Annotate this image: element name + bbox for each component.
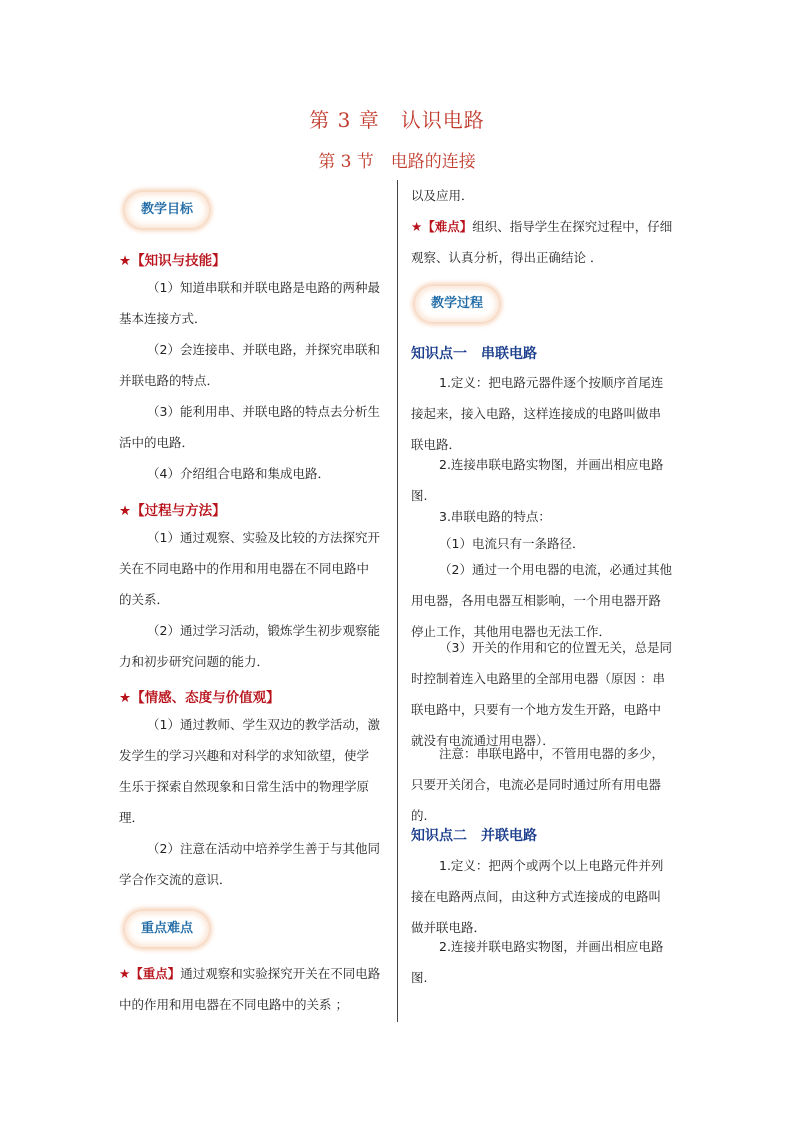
series-features-title: 3.串联电路的特点： (439, 509, 551, 524)
key-point-paragraph (119, 958, 381, 1020)
key-point-continuation: 以及应用． (411, 188, 474, 203)
series-feature-3: （3）开关的作用和它的位置无关，总是同时控制着连入电路里的全部用电器（原因 ：串联电路中，只要有一个地方发生开路，电路中就没有电流通过用电器）． (411, 640, 672, 748)
parallel-connect-diagram: 2.连接并联电路实物图，并画出相应电路图. (411, 939, 664, 985)
knowledge-item-2: （2）会连接串、并联电路，并探究串联和并联电路的特点． (119, 342, 380, 388)
emotion-attitude-heading: ★【情感、态度与价值观】 (119, 690, 280, 706)
knowledge-skills-heading: ★【知识与技能】 (119, 253, 226, 269)
chapter-title: 第 3 章 认识电路 (309, 108, 485, 132)
difficult-point-text: 组织、指导学生在探究过程中，仔细观察、认真分析，得出正确结论 ． (411, 219, 673, 265)
knowledge-item-3: （3）能利用串、并联电路的特点去分析生活中的电路． (119, 404, 380, 450)
series-feature-1: （1）电流只有一条路径． (439, 536, 585, 551)
key-difficult-badge: 重点难点 (125, 911, 209, 947)
difficult-point-label: ★【难点】 (411, 219, 473, 234)
teaching-goals-badge: 教学目标 (125, 192, 209, 228)
series-note: 注意：串联电路中，不管用电器的多少，只要开关闭合，电流必是同时通过所有用电器的. (411, 746, 665, 823)
key-point-text: 通过观察和实验探究开关在不同电路中的作用和用电器在不同电路中的关系 ； (119, 966, 381, 1012)
parallel-definition: 1.定义：把两个或两个以上电路元件并列接在电路两点间，由这种方式连接成的电路叫做并联电路． (411, 858, 664, 935)
series-definition: 1.定义：把电路元器件逐个按顺序首尾连接起来，接入电路，这样连接成的电路叫做串联电路． (411, 375, 664, 452)
knowledge-item-4: （4）介绍组合电路和集成电路． (147, 466, 330, 481)
process-method-heading: ★【过程与方法】 (119, 503, 226, 519)
difficult-point-paragraph (411, 211, 673, 273)
knowledge-point-one-heading: 知识点一 串联电路 (411, 346, 537, 362)
emotion-item-1: （1）通过教师、学生双边的教学活动，激发学生的学习兴趣和对科学的求知欲望，使学生乐于探索自然现象和日常生活中的物理学原理． (119, 717, 380, 825)
section-title: 第 3 节 电路的连接 (318, 152, 476, 172)
key-point-label: ★【重点】 (119, 966, 181, 981)
column-divider (397, 180, 398, 1022)
series-feature-2: （2）通过一个用电器的电流，必通过其他用电器，各用电器互相影响，一个用电器开路停止工作，其他用电器也无法工作． (411, 562, 672, 639)
series-connect-diagram: 2.连接串联电路实物图，并画出相应电路图. (411, 457, 664, 503)
emotion-item-2: （2）注意在活动中培养学生善于与其他同学合作交流的意识． (119, 841, 380, 887)
teaching-process-badge: 教学过程 (415, 286, 499, 322)
knowledge-point-two-heading: 知识点二 并联电路 (411, 828, 537, 844)
process-item-2: （2）通过学习活动，锻炼学生初步观察能力和初步研究问题的能力． (119, 623, 380, 669)
process-item-1: （1）通过观察、实验及比较的方法探究开关在不同电路中的作用和用电器在不同电路中的关系． (119, 530, 380, 607)
knowledge-item-1: （1）知道串联和并联电路是电路的两种最基本连接方式． (119, 280, 380, 326)
